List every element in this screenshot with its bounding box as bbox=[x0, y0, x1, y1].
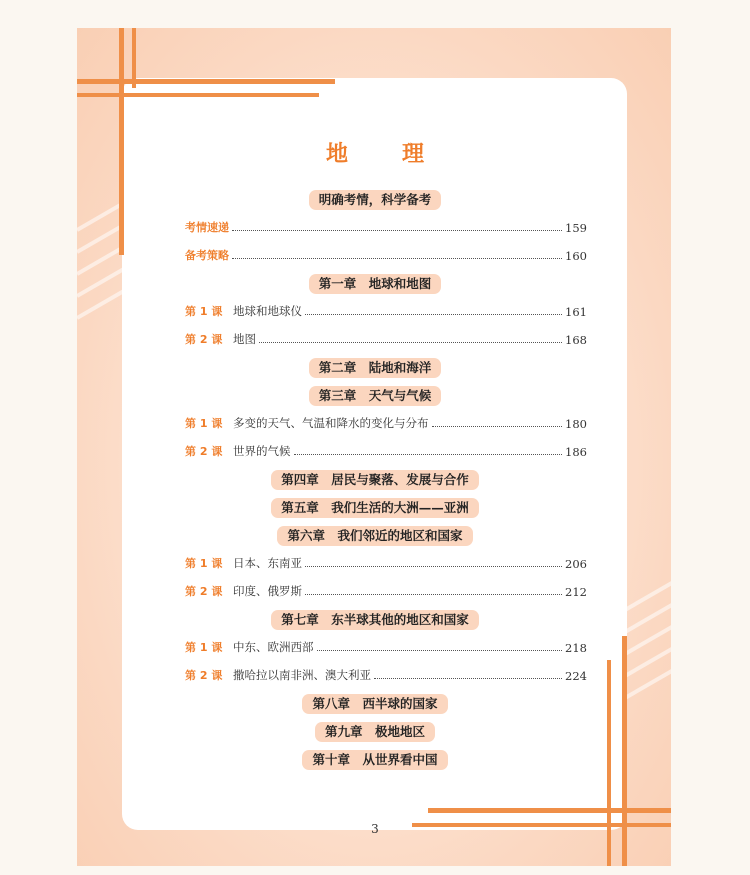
chapter-label: 第九章 极地地区 bbox=[315, 722, 435, 742]
entry-page-number: 206 bbox=[565, 557, 587, 571]
entry-page-number: 160 bbox=[565, 249, 587, 263]
entry-heading: 第 2 课 bbox=[185, 669, 223, 682]
entry-heading: 第 1 课 bbox=[185, 557, 223, 570]
entry-heading: 第 1 课 bbox=[185, 641, 223, 654]
entry-title: 地球和地球仪 bbox=[233, 304, 302, 318]
entry-title: 世界的气候 bbox=[233, 444, 291, 458]
chapter-heading bbox=[0, 497, 750, 518]
chapter-heading bbox=[0, 525, 750, 546]
chapter-label: 第一章 地球和地图 bbox=[309, 274, 442, 294]
entry-title: 地图 bbox=[233, 332, 256, 346]
dot-leader bbox=[374, 678, 562, 679]
chapter-heading bbox=[0, 273, 750, 294]
chapter-label: 明确考情，科学备考 bbox=[309, 190, 442, 210]
chapter-heading bbox=[0, 385, 750, 406]
dot-leader bbox=[305, 314, 562, 315]
page-title: 地 理 bbox=[325, 142, 440, 167]
entry-page-number: 218 bbox=[565, 641, 587, 655]
entry-title: 日本、东南亚 bbox=[233, 556, 302, 570]
toc-entry[interactable] bbox=[185, 441, 587, 459]
toc-entry[interactable] bbox=[185, 413, 587, 431]
entry-heading: 考情速递 bbox=[185, 221, 229, 234]
dot-leader bbox=[305, 566, 562, 567]
entry-title: 印度、俄罗斯 bbox=[233, 584, 302, 598]
toc-entry[interactable] bbox=[185, 553, 587, 571]
entry-heading: 第 2 课 bbox=[185, 585, 223, 598]
chapter-label: 第六章 我们邻近的地区和国家 bbox=[277, 526, 472, 546]
chapter-heading bbox=[0, 609, 750, 630]
toc-entry[interactable] bbox=[185, 581, 587, 599]
entry-page-number: 224 bbox=[565, 669, 587, 683]
chapter-label: 第八章 西半球的国家 bbox=[302, 694, 447, 714]
dot-leader bbox=[232, 230, 562, 231]
entry-title: 中东、欧洲西部 bbox=[233, 640, 314, 654]
entry-heading: 第 2 课 bbox=[185, 445, 223, 458]
chapter-heading bbox=[0, 189, 750, 210]
entry-page-number: 186 bbox=[565, 445, 587, 459]
dot-leader bbox=[259, 342, 562, 343]
chapter-label: 第三章 天气与气候 bbox=[309, 386, 442, 406]
chapter-label: 第七章 东半球其他的地区和国家 bbox=[271, 610, 479, 630]
dot-leader bbox=[232, 258, 562, 259]
toc-entry[interactable] bbox=[185, 665, 587, 683]
page-number: 3 bbox=[371, 822, 379, 836]
dot-leader bbox=[432, 426, 563, 427]
entry-page-number: 161 bbox=[565, 305, 587, 319]
chapter-heading bbox=[0, 721, 750, 742]
chapter-heading bbox=[0, 357, 750, 378]
chapter-heading bbox=[0, 693, 750, 714]
entry-page-number: 159 bbox=[565, 221, 587, 235]
entry-page-number: 180 bbox=[565, 417, 587, 431]
toc-entry[interactable] bbox=[185, 217, 587, 235]
toc-entry[interactable] bbox=[185, 301, 587, 319]
entry-heading: 备考策略 bbox=[185, 249, 229, 262]
chapter-label: 第五章 我们生活的大洲——亚洲 bbox=[271, 498, 479, 518]
chapter-heading bbox=[0, 469, 750, 490]
entry-heading: 第 2 课 bbox=[185, 333, 223, 346]
entry-title: 撒哈拉以南非洲、澳大利亚 bbox=[233, 668, 371, 682]
entry-page-number: 168 bbox=[565, 333, 587, 347]
dot-leader bbox=[317, 650, 563, 651]
entry-heading: 第 1 课 bbox=[185, 417, 223, 430]
entry-heading: 第 1 课 bbox=[185, 305, 223, 318]
chapter-label: 第十章 从世界看中国 bbox=[302, 750, 447, 770]
dot-leader bbox=[305, 594, 562, 595]
entry-title: 多变的天气、气温和降水的变化与分布 bbox=[233, 416, 429, 430]
toc-entry[interactable] bbox=[185, 637, 587, 655]
chapter-label: 第二章 陆地和海洋 bbox=[309, 358, 442, 378]
toc-entry[interactable] bbox=[185, 245, 587, 263]
chapter-label: 第四章 居民与聚落、发展与合作 bbox=[271, 470, 479, 490]
dot-leader bbox=[294, 454, 563, 455]
toc-entry[interactable] bbox=[185, 329, 587, 347]
chapter-heading bbox=[0, 749, 750, 770]
entry-page-number: 212 bbox=[565, 585, 587, 599]
